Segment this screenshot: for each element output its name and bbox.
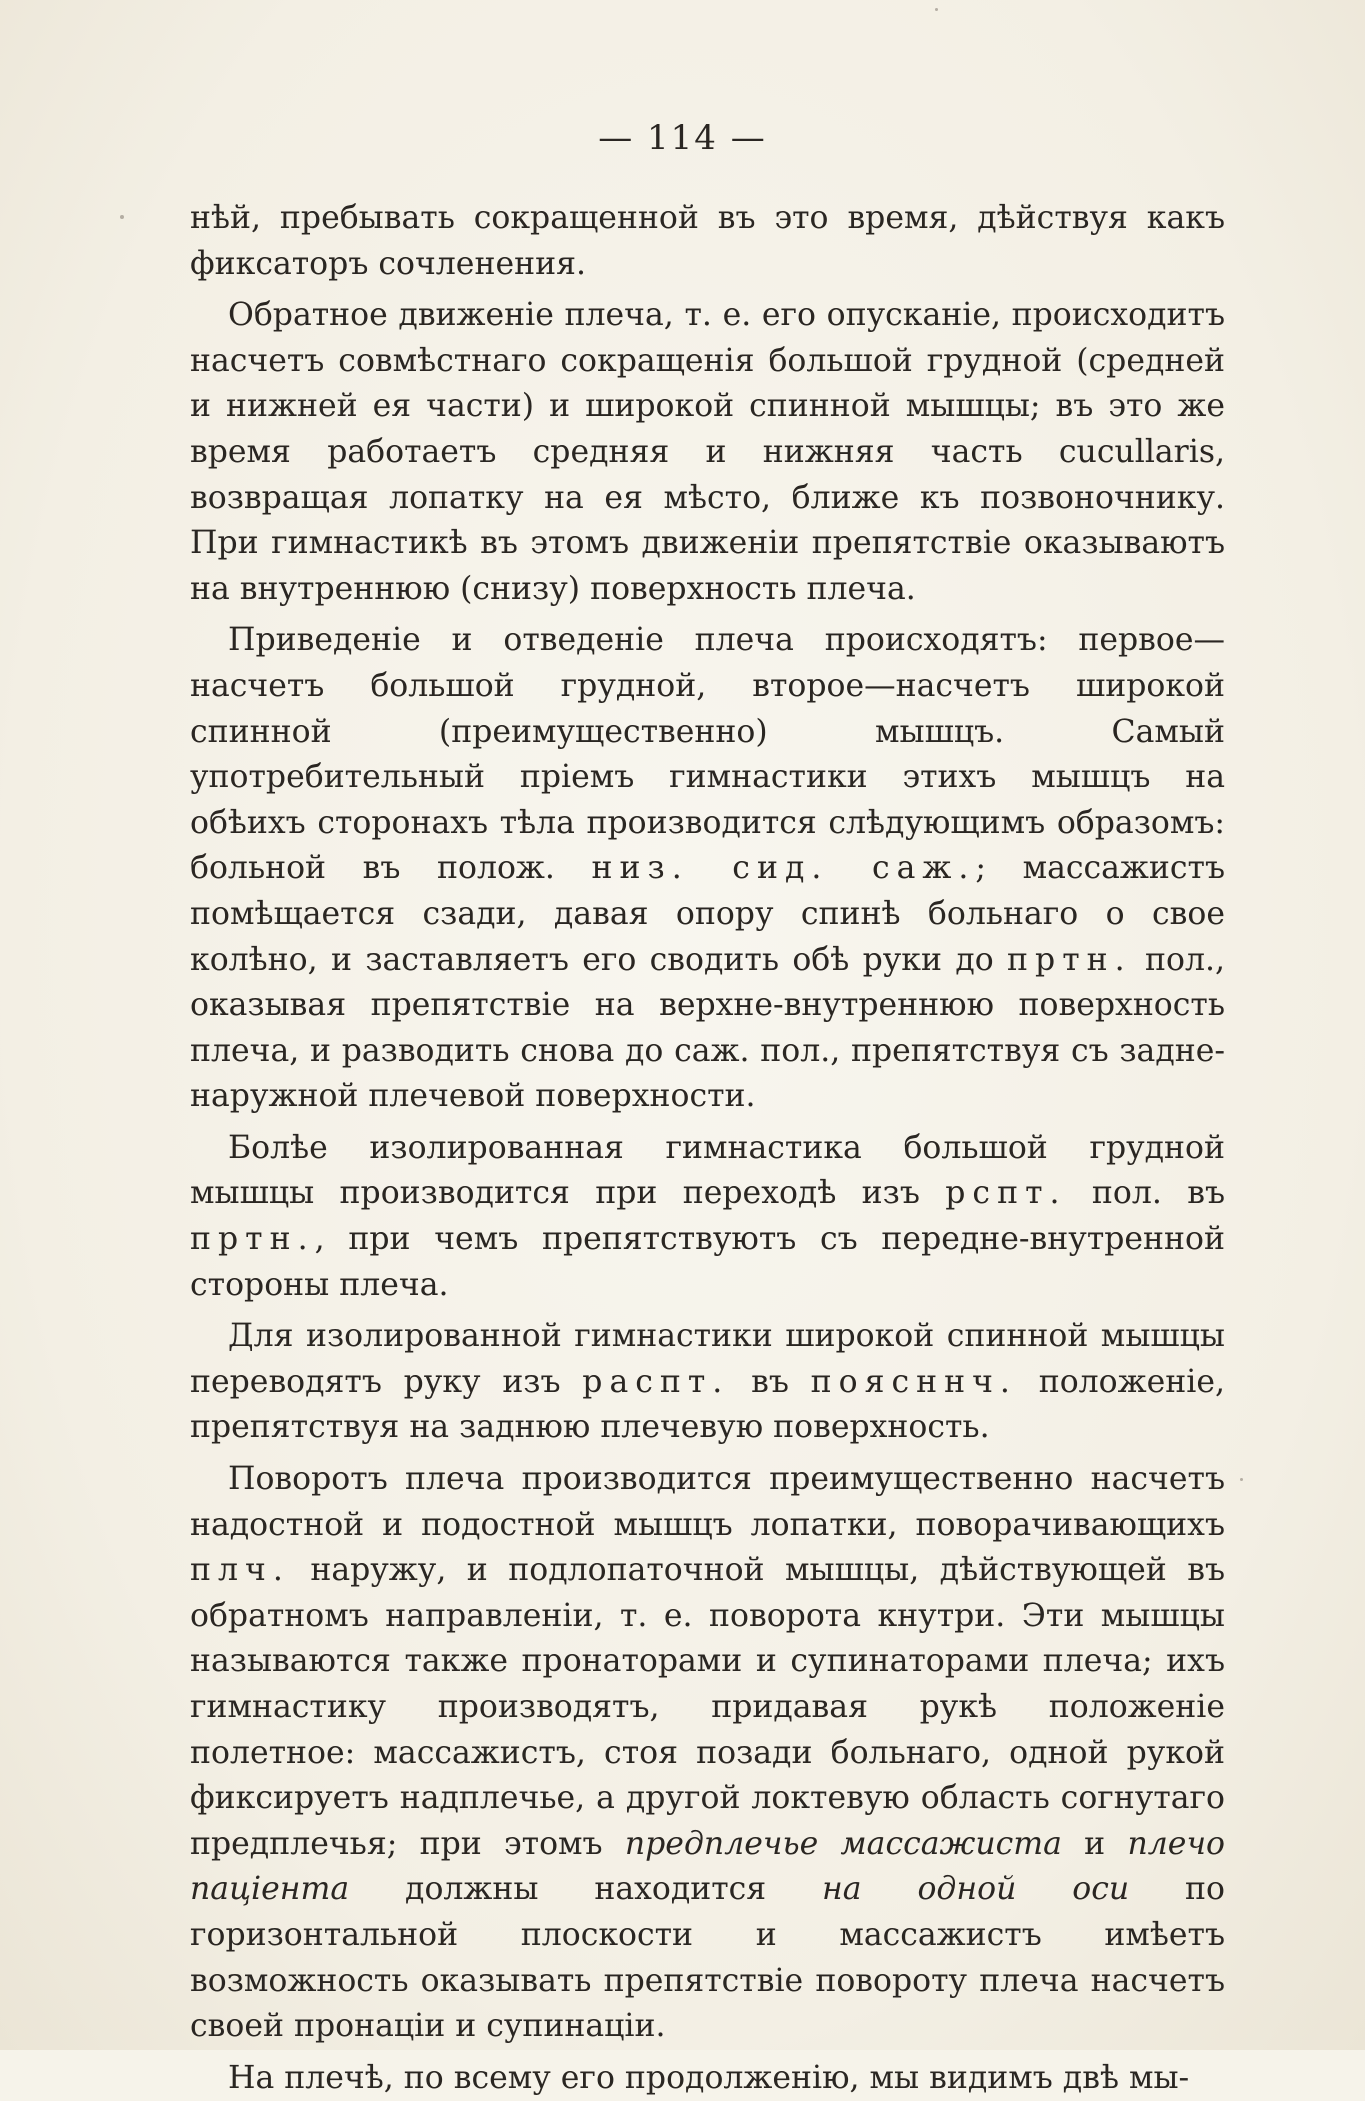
text-run: , при чемъ препятствуютъ съ передне-внутренной стороны плеча.: [190, 1221, 1225, 1303]
italic-phrase: на одной оси: [822, 1871, 1130, 1908]
text-run: пол. въ: [1066, 1175, 1225, 1212]
spaced-abbreviation: плч.: [190, 1552, 290, 1589]
spaced-abbreviation: пртн.: [1007, 941, 1132, 978]
spaced-abbreviation: поясннч.: [810, 1363, 1017, 1400]
text-run: Болѣе изолированная гимнастика большой грудной мышцы производится при переходѣ изъ: [190, 1129, 1225, 1212]
paragraph: [190, 293, 1225, 612]
text-run: Приведенiе и отведенiе плеча происходятъ: первое—насчетъ большой грудной, второе—насчетъ широкой спинной (преимущественно) мышцъ. Самый употребительный прiемъ гимнастики этихъ мышцъ на обѣихъ сторонахъ тѣла производится слѣдующимъ образомъ: больной въ полож.: [190, 622, 1225, 887]
text-run: должны находится: [349, 1871, 823, 1908]
paper-speck: [120, 215, 124, 219]
text-run: Поворотъ плеча производится преимущественно насчетъ надостной и подостной мышцъ лопатки, поворачивающихъ: [190, 1461, 1225, 1543]
spaced-abbreviation: пртн.: [190, 1221, 315, 1258]
spaced-abbreviation: рспт.: [945, 1175, 1067, 1212]
text-run: пол., оказывая препятствiе на верхне-внутреннюю поверхность плеча, и разводить снова до саж. пол., препятствуя съ задне-наружной плечевой поверхности.: [190, 941, 1225, 1115]
paper-speck: [1240, 1478, 1243, 1481]
text-run: наружу, и подлопаточной мышцы, дѣйствующей въ обратномъ направленiи, т. е. поворота кнутри. Эти мышцы называются также пронаторами и супинаторами плеча; ихъ гимнастику производятъ, придавая рукѣ положенiе полетное: массажистъ, стоя позади больнаго, одной рукой фиксируетъ надплечье, а другой локтевую область согнутаго предплечья; при этомъ: [190, 1552, 1225, 1862]
paragraph: [190, 618, 1225, 1120]
paragraph: [190, 1126, 1225, 1308]
paragraph: [190, 196, 1225, 287]
text-run: по горизонтальной плоскости и массажистъ имѣетъ возможность оказывать препятствiе повороту плеча насчетъ своей пронацiи и супинацiи.: [190, 1871, 1225, 2045]
text-run: На плечѣ, по всему его продолженiю, мы видимъ двѣ мы-: [228, 2059, 1190, 2096]
text-run: нѣй, пребывать сокращенной въ это время, дѣйствуя какъ фиксаторъ сочленения.: [190, 200, 1225, 282]
paragraph: [190, 1457, 1225, 2050]
spaced-abbreviation: низ. сид. саж.: [591, 850, 976, 887]
paragraph: [190, 1314, 1225, 1451]
italic-phrase: предплечье массажиста: [624, 1825, 1062, 1862]
italic-phrase: плечо пацiента: [190, 1825, 1225, 1908]
page-number: — 114 —: [598, 118, 767, 158]
text-run: въ: [729, 1363, 811, 1400]
body-text: [190, 196, 1225, 2101]
text-run: Обратное движенiе плеча, т. е. его опусканiе, происходитъ насчетъ совмѣстнаго сокращенiя большой грудной (средней и нижней ея части) и широкой спинной мышцы; въ это же время работаетъ средняя и нижняя часть cucullaris, возвращая лопатку на ея мѣсто, ближе къ позвоночнику. При гимнастикѣ въ этомъ движенiи препятствiе оказываютъ на внутреннюю (снизу) поверхность плеча.: [190, 297, 1225, 607]
paragraph: [190, 2056, 1225, 2101]
text-run: ; массажистъ помѣщается сзади, давая опору спинѣ больнаго о свое колѣно, и заставляетъ его сводить обѣ руки до: [190, 850, 1225, 978]
spaced-abbreviation: рaспт.: [582, 1363, 730, 1400]
text-run: и: [1061, 1825, 1128, 1862]
text-run: Для изолированной гимнастики широкой спинной мышцы переводятъ руку изъ: [190, 1318, 1225, 1400]
text-run: положенiе, препятствуя на заднюю плечевую поверхность.: [190, 1363, 1225, 1446]
paper-speck: [935, 8, 938, 11]
